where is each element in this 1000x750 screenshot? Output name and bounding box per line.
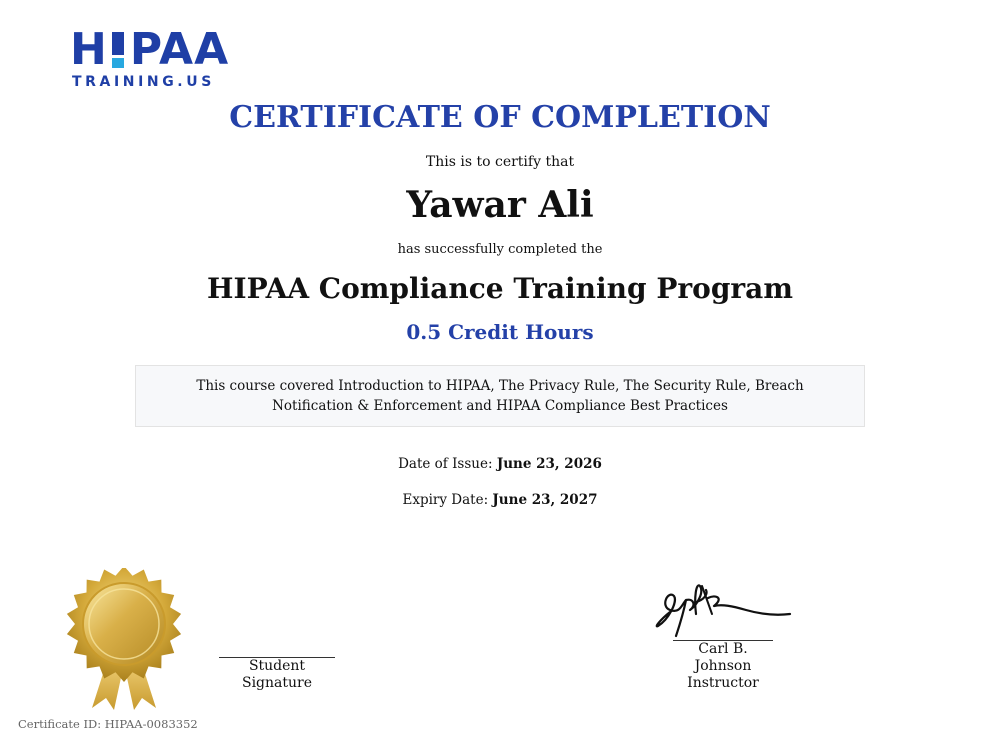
program-name: HIPAA Compliance Training Program <box>207 272 793 305</box>
issue-date-line <box>0 456 1000 472</box>
instructor-role: Instructor <box>687 675 759 691</box>
course-description: This course covered Introduction to HIPAA, The Privacy Rule, The Security Rule, Breach Notification & Enforcement and HIPAA Compliance Best Practices <box>196 378 804 414</box>
logo-letter-h: H <box>70 24 108 75</box>
logo-letters-paa: PAA <box>129 24 230 75</box>
issue-date-value: June 23, 2026 <box>496 456 602 472</box>
expiry-date-label: Expiry Date: <box>402 492 489 508</box>
certify-text: This is to certify that <box>425 154 575 170</box>
expiry-date-line <box>0 492 1000 508</box>
student-signature-label: Student Signature <box>241 658 312 691</box>
hipaa-training-logo <box>70 24 230 94</box>
student-signature-block <box>219 657 335 692</box>
issue-date-label: Date of Issue: <box>398 456 493 472</box>
gold-seal-icon <box>62 568 186 712</box>
logo-subtitle: TRAINING.US <box>72 74 215 90</box>
expiry-date-value: June 23, 2027 <box>492 492 598 508</box>
seal-center <box>83 583 165 665</box>
instructor-name: Carl B. Johnson <box>694 641 752 674</box>
credit-hours: 0.5 Credit Hours <box>406 320 594 344</box>
certificate-title: CERTIFICATE OF COMPLETION <box>229 100 771 135</box>
instructor-signature-block <box>673 640 773 692</box>
completed-text: has successfully completed the <box>397 242 603 257</box>
course-description-box <box>135 365 865 427</box>
logo-wordmark <box>70 24 230 75</box>
certificate-id: Certificate ID: HIPAA-0083352 <box>18 717 198 731</box>
instructor-signature-image <box>650 580 800 642</box>
logo-exclamation-icon <box>112 32 124 68</box>
recipient-name: Yawar Ali <box>406 184 594 226</box>
